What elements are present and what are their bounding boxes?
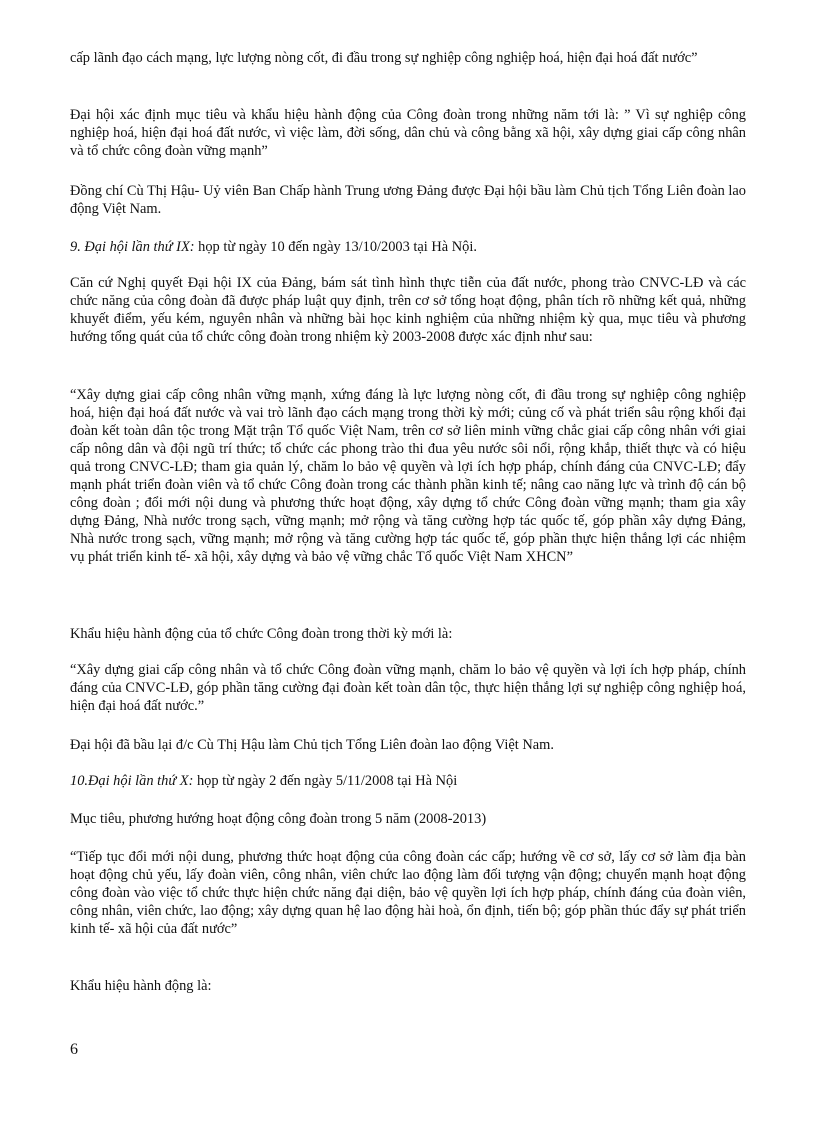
paragraph-11: Mục tiêu, phương hướng hoạt động công đoàn trong 5 năm (2008-2013) bbox=[70, 811, 487, 827]
quote-paragraph-1: “Xây dựng giai cấp công nhân vững mạnh, xứng đáng là lực lượng nòng cốt, đi đầu trong sự nghiệp công nghiệp hoá, hiện đại hoá đất nước và vai trò lãnh đạo cách mạng trong thời kỳ mới; củng cố và phát triển sâu rộng khối đại đoàn kết toàn dân tộc trong Mặt trận Tổ quốc Việt Nam, trên cơ sở liên minh vững chắc giai cấp công nhân với giai cấp nông dân và đội ngũ trí thức; tổ chức các phong trào thi đua yêu nước sôi nổi, rộng khắp, thiết thực và có hiệu quả trong CNVC-LĐ; tham gia quản lý, chăm lo bảo vệ quyền và lợi ích hợp pháp, chính đáng của CNVC-LĐ; đẩy mạnh phát triển đoàn viên và tổ chức Công đoàn trong các thành phần kinh tế; nâng cao năng lực và trình độ cán bộ công đoàn ; đổi mới nội dung và phương thức hoạt động, xây dựng tổ chức Công đoàn vững mạnh; tham gia xây dựng Đảng, Nhà nước trong sạch, vững mạnh; mở rộng và tăng cường hợp tác quốc tế, góp phần xây dựng Đảng, Nhà nước trong sạch, vững mạnh; mở rộng và tăng cường hợp tác quốc tế, góp phần thực hiện thắng lợi các nhiệm vụ phát triển kinh tế- xã hội, xây dựng và bảo vệ vững chắc Tổ quốc Việt Nam XHCN” bbox=[70, 387, 746, 565]
paragraph-7: Khẩu hiệu hành động của tổ chức Công đoàn trong thời kỳ mới là: bbox=[70, 626, 453, 642]
quote-paragraph-2: “Xây dựng giai cấp công nhân và tổ chức Công đoàn vững mạnh, chăm lo bảo vệ quyền và lợi ích hợp pháp, chính đáng của CNVC-LĐ, góp phần tăng cường đại đoàn kết toàn dân tộc, thực hiện thắng lợi sự nghiệp công nghiệp hoá, hiện đại hoá đất nước.” bbox=[70, 662, 746, 714]
section-heading-ix: 9. Đại hội lần thứ IX: họp từ ngày 10 đến ngày 13/10/2003 tại Hà Nội. bbox=[70, 239, 477, 255]
paragraph-3: Đồng chí Cù Thị Hậu- Uỷ viên Ban Chấp hành Trung ương Đảng được Đại hội bầu làm Chủ tịch Tổng Liên đoàn lao động Việt Nam. bbox=[70, 183, 746, 217]
paragraph-2: Đại hội xác định mục tiêu và khẩu hiệu hành động của Công đoàn trong những năm tới là: ” Vì sự nghiệp công nghiệp hoá, hiện đại hoá đất nước, vì việc làm, đời sống, dân chủ và công bằng xã hội, xây dựng giai cấp công nhân và tổ chức công đoàn vững mạnh” bbox=[70, 107, 746, 159]
paragraph-5: Căn cứ Nghị quyết Đại hội IX của Đảng, bám sát tình hình thực tiễn của đất nước, phong trào CNVC-LĐ và các chức năng của công đoàn đã được pháp luật quy định, trên cơ sở tổng hoạt động, phân tích rõ những kết quả, những khuyết điểm, yếu kém, nguyên nhân và những bài học kinh nghiệm của những nhiệm kỳ qua, mục tiêu và phương hướng tổng quát của tổ chức công đoàn trong nhiệm kỳ 2003-2008 được xác định như sau: bbox=[70, 275, 746, 345]
heading-label: 10.Đại hội lần thứ X: bbox=[70, 773, 194, 789]
quote-paragraph-3: “Tiếp tục đổi mới nội dung, phương thức hoạt động của công đoàn các cấp; hướng về cơ sở, lấy cơ sở làm địa bàn hoạt động chủ yếu, lấy đoàn viên, công nhân, viên chức lao động làm đối tượng vận động; chuyển mạnh hoạt động công đoàn vào việc tổ chức thực hiện chức năng đại diện, bảo vệ quyền lợi ích hợp pháp, chính đáng của đoàn viên, công nhân, viên chức, lao động; xây dựng quan hệ lao động hài hoà, ổn định, tiến bộ; góp phần thúc đẩy sự phát triển kinh tế- xã hội của đất nước” bbox=[70, 849, 746, 937]
heading-label: 9. Đại hội lần thứ IX: bbox=[70, 239, 195, 255]
paragraph-9: Đại hội đã bầu lại đ/c Cù Thị Hậu làm Chủ tịch Tổng Liên đoàn lao động Việt Nam. bbox=[70, 737, 554, 753]
paragraph-13: Khẩu hiệu hành động là: bbox=[70, 978, 212, 994]
section-heading-x: 10.Đại hội lần thứ X: họp từ ngày 2 đến ngày 5/11/2008 tại Hà Nội bbox=[70, 773, 458, 789]
page-number: 6 bbox=[70, 1041, 78, 1058]
paragraph-1: cấp lãnh đạo cách mạng, lực lượng nòng cốt, đi đầu trong sự nghiệp công nghiệp hoá, hiện đại hoá đất nước” bbox=[70, 50, 698, 66]
